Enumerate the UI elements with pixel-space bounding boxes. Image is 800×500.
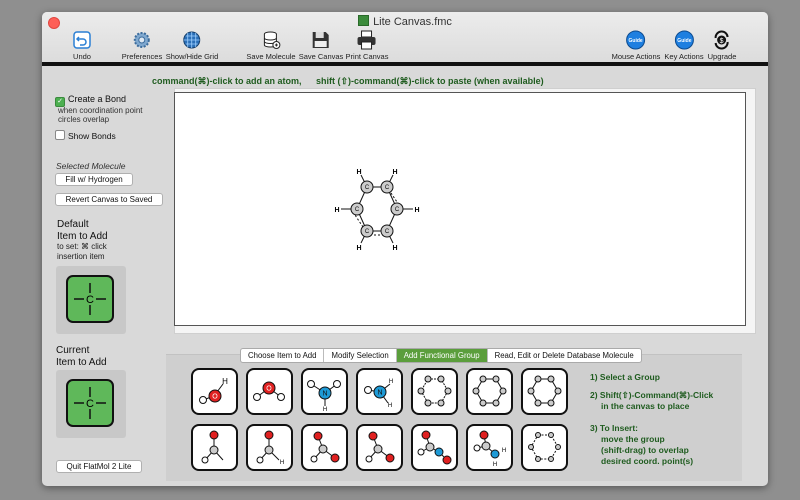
step-1: 1) Select a Group bbox=[590, 372, 660, 382]
titlebar bbox=[42, 12, 768, 63]
hydrogen-label: H bbox=[392, 245, 398, 252]
group-tile-ring-4[interactable] bbox=[521, 424, 568, 471]
tab-choose-item[interactable]: Choose Item to Add bbox=[241, 349, 324, 362]
svg-text:O: O bbox=[266, 385, 272, 393]
carbon-label: C bbox=[364, 229, 370, 235]
selected-molecule-label: Selected Molecule bbox=[56, 161, 126, 171]
svg-text:H: H bbox=[388, 379, 394, 385]
group-tile-aldehyde[interactable] bbox=[191, 424, 238, 471]
current-item-box[interactable] bbox=[56, 370, 126, 438]
group-tile-aldehyde-h[interactable] bbox=[246, 424, 293, 471]
database-icon bbox=[260, 30, 282, 50]
step-2: 2) Shift(⇧)-Command(⌘)-Click in the canvas to place bbox=[590, 390, 714, 411]
current-item-title: Current Item to Add bbox=[56, 345, 107, 368]
group-tile-ether[interactable] bbox=[246, 368, 293, 415]
create-bond-checkbox[interactable]: ✓ Create a Bond bbox=[55, 94, 126, 107]
create-bond-sub2: circles overlap bbox=[58, 115, 110, 124]
checkbox-unchecked-icon bbox=[55, 130, 65, 140]
add-atom-hint: command(⌘)-click to add an atom, bbox=[152, 76, 302, 86]
benzene-molecule[interactable] bbox=[175, 93, 745, 325]
svg-text:H: H bbox=[387, 403, 393, 409]
hydrogen-label: H bbox=[334, 207, 340, 214]
mode-tabs bbox=[240, 348, 642, 363]
tab-database-molecule[interactable]: Read, Edit or Delete Database Molecule bbox=[494, 351, 634, 360]
print-canvas-button[interactable]: Print Canvas bbox=[346, 30, 389, 61]
current-item-atom-label: C bbox=[86, 398, 94, 410]
guide-badge-icon bbox=[625, 30, 647, 50]
svg-text:H: H bbox=[501, 448, 507, 454]
step-3: 3) To Insert: move the group (shift-drag) to overlap desired coord. point(s) bbox=[590, 423, 694, 466]
gear-icon bbox=[131, 30, 153, 50]
show-bonds-checkbox[interactable]: Show Bonds bbox=[55, 130, 116, 141]
svg-text:$: $ bbox=[720, 38, 724, 45]
guide-badge-icon bbox=[673, 30, 695, 50]
default-item-instructions: to set: ⌘ click insertion item bbox=[57, 242, 107, 261]
group-tile-ring-3[interactable] bbox=[521, 368, 568, 415]
carbon-label: C bbox=[394, 207, 400, 213]
save-molecule-button[interactable]: Save Molecule bbox=[246, 30, 295, 61]
guide-badge-text: Guide bbox=[676, 38, 692, 44]
app-window bbox=[42, 12, 768, 486]
default-item-title: Default Item to Add bbox=[57, 219, 108, 242]
printer-icon bbox=[356, 30, 378, 50]
hydrogen-label: H bbox=[392, 169, 398, 176]
document-icon bbox=[358, 15, 369, 26]
group-tile-carboxyl-2[interactable] bbox=[356, 424, 403, 471]
key-actions-button[interactable]: Guide Key Actions bbox=[664, 30, 703, 61]
hydrogen-label: H bbox=[356, 245, 362, 252]
svg-text:N: N bbox=[377, 389, 383, 397]
paste-hint: shift (⇧)-command(⌘)-click to paste (when available) bbox=[316, 76, 544, 86]
show-hide-grid-button[interactable]: Show/Hide Grid bbox=[166, 30, 219, 61]
carbon-label: C bbox=[354, 207, 360, 213]
hydrogen-label: H bbox=[414, 207, 420, 214]
preferences-button[interactable]: Preferences bbox=[122, 30, 162, 61]
save-canvas-button[interactable]: Save Canvas bbox=[299, 30, 344, 61]
create-bond-sub1: when coordination point bbox=[58, 106, 143, 115]
group-tile-amide[interactable] bbox=[466, 424, 513, 471]
group-tile-hydroxyl[interactable] bbox=[191, 368, 238, 415]
svg-text:H: H bbox=[322, 407, 328, 413]
group-tile-ring-2[interactable] bbox=[466, 368, 513, 415]
dollar-cycle-icon bbox=[711, 30, 733, 50]
molecule-canvas[interactable] bbox=[174, 92, 746, 326]
svg-text:H: H bbox=[279, 460, 285, 466]
group-tile-amine[interactable] bbox=[301, 368, 348, 415]
svg-text:H: H bbox=[492, 462, 498, 468]
fill-hydrogen-button[interactable]: Fill w/ Hydrogen bbox=[55, 173, 133, 186]
group-tile-nitro[interactable] bbox=[411, 424, 458, 471]
undo-icon bbox=[71, 30, 93, 50]
tab-modify-selection[interactable]: Modify Selection bbox=[324, 349, 396, 362]
window-title: Lite Canvas.fmc bbox=[42, 15, 768, 28]
tab-add-functional-group[interactable]: Add Functional Group bbox=[397, 349, 488, 362]
current-carbon-item bbox=[66, 379, 114, 427]
default-item-atom-label: C bbox=[86, 294, 94, 306]
guide-badge-text: Guide bbox=[628, 38, 644, 44]
group-tile-ring-1[interactable] bbox=[411, 368, 458, 415]
carbon-label: C bbox=[384, 229, 390, 235]
checkbox-checked-icon: ✓ bbox=[55, 97, 65, 107]
group-tile-amino[interactable] bbox=[356, 368, 403, 415]
carbon-label: C bbox=[384, 185, 390, 191]
toolbar-divider bbox=[42, 62, 768, 66]
upgrade-button[interactable]: $ Upgrade bbox=[708, 30, 737, 61]
group-tile-carboxyl-1[interactable] bbox=[301, 424, 348, 471]
mouse-actions-button[interactable]: Guide Mouse Actions bbox=[612, 30, 661, 61]
undo-button[interactable]: Undo bbox=[71, 30, 93, 61]
hydrogen-label: H bbox=[356, 169, 362, 176]
default-item-box[interactable] bbox=[56, 266, 126, 334]
quit-button[interactable]: Quit FlatMol 2 Lite bbox=[56, 460, 142, 473]
default-carbon-item bbox=[66, 275, 114, 323]
carbon-label: C bbox=[364, 185, 370, 191]
grid-globe-icon bbox=[181, 30, 203, 50]
revert-canvas-button[interactable]: Revert Canvas to Saved bbox=[55, 193, 163, 206]
svg-text:O: O bbox=[212, 393, 218, 401]
svg-text:H: H bbox=[222, 377, 228, 386]
svg-text:N: N bbox=[322, 390, 328, 398]
floppy-disk-icon bbox=[310, 30, 332, 50]
